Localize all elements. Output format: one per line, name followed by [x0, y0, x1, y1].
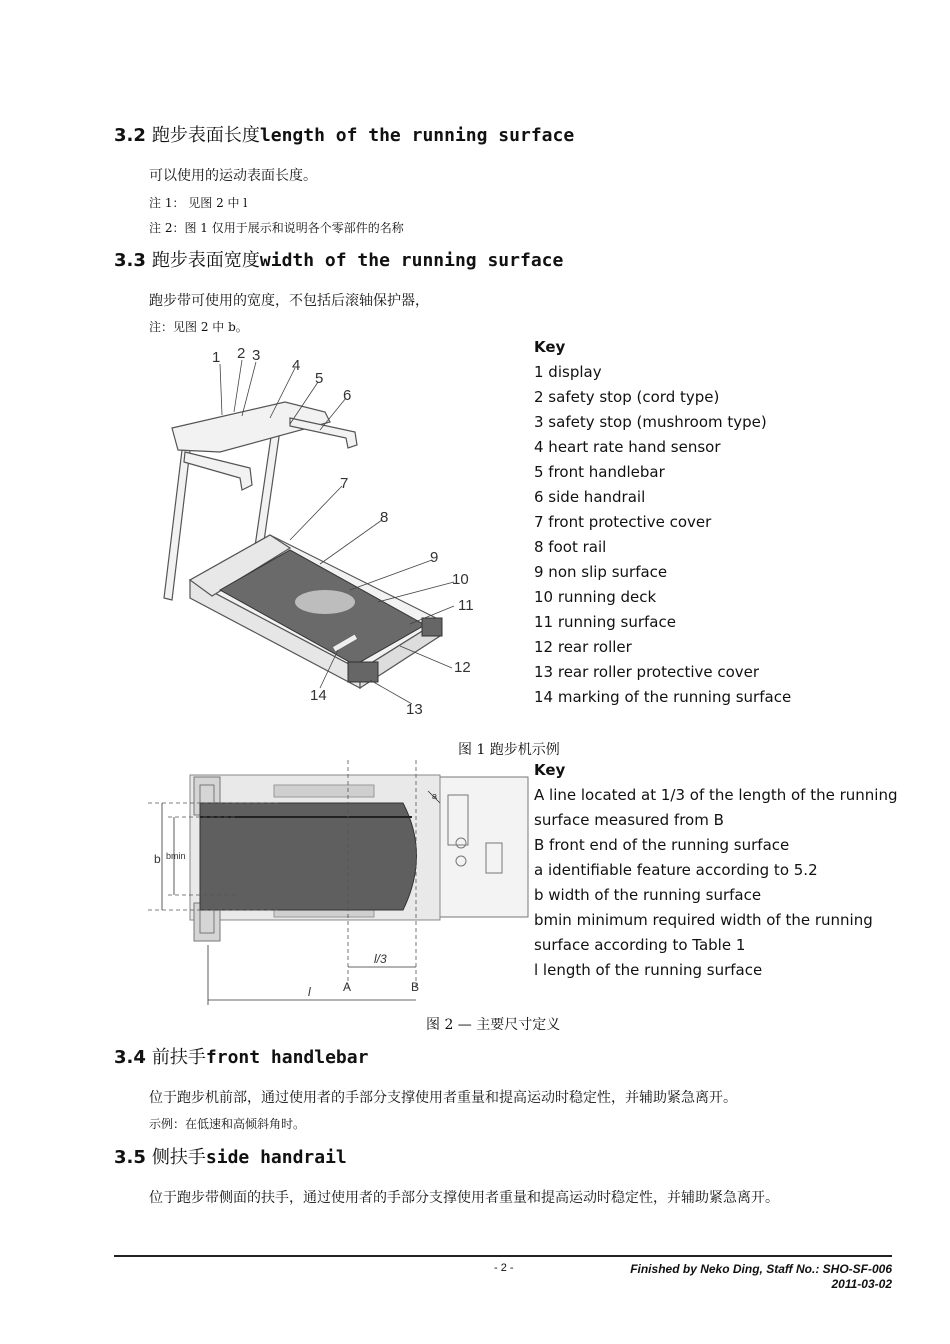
paragraph: 跑步带可使用的宽度，不包括后滚轴保护器， — [149, 293, 429, 309]
section-heading-3-3 — [114, 246, 563, 272]
key-item: 12 rear roller — [534, 638, 632, 656]
callout-label: 9 — [430, 549, 439, 566]
key-item: A line located at 1/3 of the length of the running surface measured from B — [534, 786, 898, 829]
key-item: 10 running deck — [534, 588, 657, 606]
figure1-key — [534, 335, 791, 710]
callout-label: 4 — [292, 357, 301, 374]
key-item: 11 running surface — [534, 613, 676, 631]
key-item: l length of the running surface — [534, 961, 763, 979]
note: 注 2：图 1 仅用于展示和说明各个零部件的名称 — [149, 221, 404, 235]
key-item: B front end of the running surface — [534, 836, 790, 854]
footer-date: 2011-03-02 — [831, 1277, 892, 1291]
footer-info — [630, 1262, 892, 1292]
key-item: 4 heart rate hand sensor — [534, 438, 721, 456]
treadmill-illustration — [150, 340, 530, 720]
key-item: 3 safety stop (mushroom type) — [534, 413, 767, 431]
key-item: 1 display — [534, 363, 602, 381]
callout-label: 14 — [310, 687, 327, 704]
key-item: a identifiable feature according to 5.2 — [534, 861, 818, 879]
key-title: Key — [534, 338, 566, 356]
paragraph: 位于跑步带侧面的扶手，通过使用者的手部分支撑使用者重量和提高运动时稳定性，并辅助紧急离开。 — [149, 1190, 779, 1206]
callout-label: 5 — [315, 370, 324, 387]
key-item: 2 safety stop (cord type) — [534, 388, 720, 406]
section-title-cn: 跑步表面宽度 — [151, 250, 260, 271]
callout-label: 7 — [340, 475, 349, 492]
note: 注：见图 2 中 b。 — [149, 320, 248, 334]
section-heading-3-4 — [114, 1043, 368, 1069]
key-item: 6 side handrail — [534, 488, 646, 506]
section-heading-3-2 — [114, 121, 574, 147]
footer-divider — [114, 1255, 892, 1257]
section-number: 3.4 — [114, 1047, 146, 1068]
section-number: 3.3 — [114, 250, 146, 271]
figure2-caption: 图 2 — 主要尺寸定义 — [426, 1017, 561, 1033]
callout-label: 11 — [458, 597, 474, 614]
callout-label: 12 — [454, 659, 471, 676]
callout-label: 3 — [252, 347, 261, 364]
dim-label-b: b — [154, 852, 161, 866]
callout-label: 6 — [343, 387, 352, 404]
key-title: Key — [534, 761, 566, 779]
dim-label-bmin: bmin — [166, 851, 186, 861]
section-title-cn: 跑步表面长度 — [151, 125, 260, 146]
dim-label-a: a — [432, 791, 438, 801]
dimension-diagram — [148, 755, 530, 1005]
note: 示例：在低速和高倾斜角时。 — [149, 1117, 306, 1131]
section-title-cn: 前扶手 — [151, 1047, 206, 1068]
key-item: 7 front protective cover — [534, 513, 712, 531]
key-item: 13 rear roller protective cover — [534, 663, 760, 681]
section-title-en: side handrail — [205, 1147, 347, 1168]
figure1-caption: 图 1 跑步机示例 — [458, 742, 560, 758]
section-number: 3.5 — [114, 1147, 146, 1168]
paragraph: 可以使用的运动表面长度。 — [149, 168, 317, 184]
key-item: 9 non slip surface — [534, 563, 668, 581]
page-number: - 2 - — [494, 1262, 514, 1274]
dim-label-A: A — [343, 980, 352, 994]
section-number: 3.2 — [114, 125, 146, 146]
callout-label: 8 — [380, 509, 389, 526]
callout-label: 13 — [406, 701, 423, 718]
dim-label-l3: l/3 — [374, 952, 387, 966]
section-title-en: width of the running surface — [259, 250, 564, 271]
callout-label: 10 — [452, 571, 469, 588]
key-item: 8 foot rail — [534, 538, 607, 556]
footer-author: Finished by Neko Ding, Staff No.: SHO-SF-006 — [630, 1262, 892, 1276]
key-item: bmin minimum required width of the running surface according to Table 1 — [534, 911, 873, 954]
callout-label: 2 — [237, 345, 246, 362]
key-item: b width of the running surface — [534, 886, 762, 904]
paragraph: 位于跑步机前部，通过使用者的手部分支撑使用者重量和提高运动时稳定性，并辅助紧急离开。 — [149, 1090, 737, 1106]
figure2-key — [534, 758, 914, 983]
section-heading-3-5 — [114, 1143, 347, 1169]
key-item: 14 marking of the running surface — [534, 688, 792, 706]
key-item: 5 front handlebar — [534, 463, 665, 481]
section-title-cn: 侧扶手 — [151, 1147, 206, 1168]
note: 注 1： 见图 2 中 l — [149, 196, 248, 210]
dim-label-B: B — [411, 980, 420, 994]
dim-label-l: l — [308, 985, 311, 999]
section-title-en: length of the running surface — [259, 125, 575, 146]
callout-label: 1 — [212, 349, 221, 366]
section-title-en: front handlebar — [205, 1047, 369, 1068]
